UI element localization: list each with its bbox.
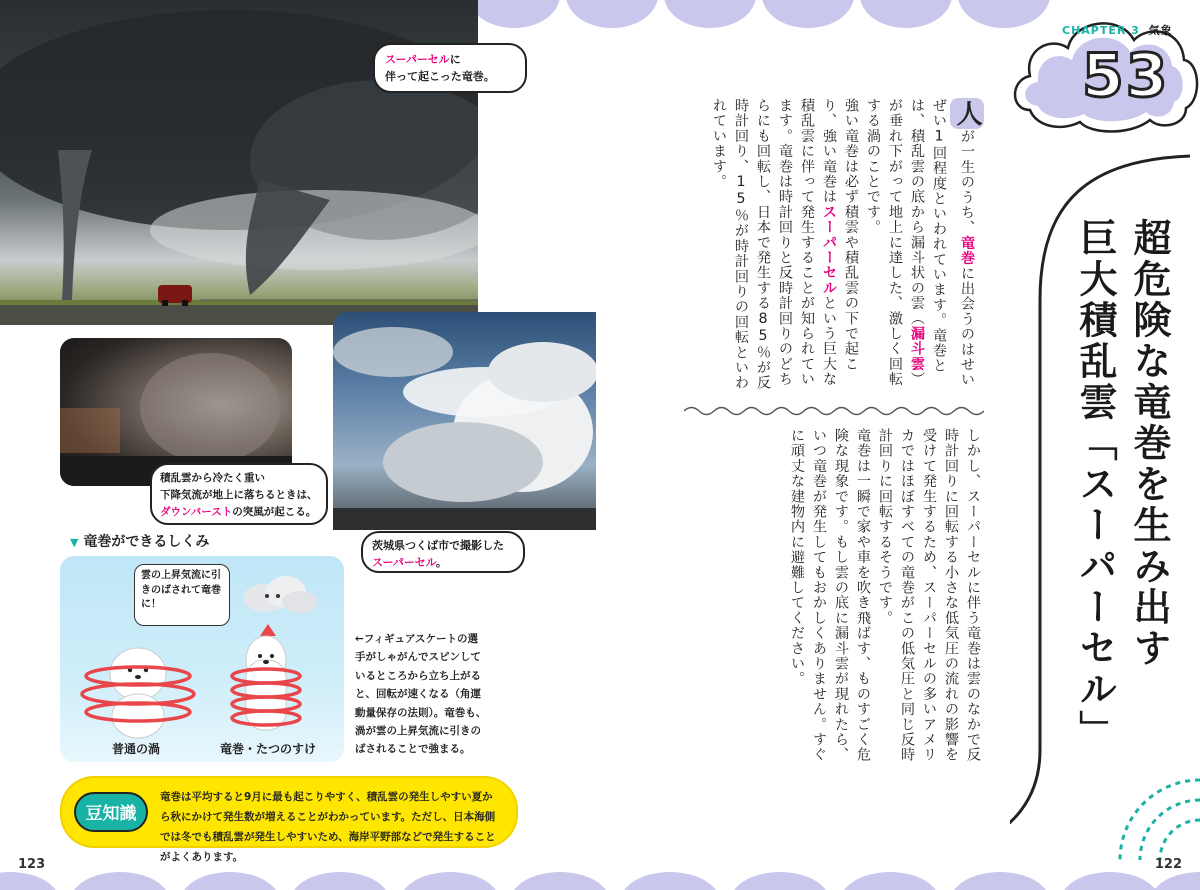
chapter-label bbox=[1062, 22, 1173, 38]
chapter-subject: 気象 bbox=[1148, 24, 1173, 37]
body-p1-term2: 漏斗雲 bbox=[909, 326, 925, 372]
diagram-note-text: ←フィギュアスケートの選手がしゃがんでスピンしているところから立ち上がると、回転が速くなる（角運動量保存の法則）。竜巻も、渦が雲の上昇気流に引きのばされることで強まる。 bbox=[355, 633, 487, 756]
diagram-heading-text: 竜巻ができるしくみ bbox=[83, 534, 210, 550]
chapter-label-text: CHAPTER 3 bbox=[1062, 24, 1140, 37]
body-p2-term: スーパーセル bbox=[821, 204, 837, 296]
cloud-icon bbox=[243, 576, 318, 613]
seal-left-icon bbox=[110, 648, 166, 738]
body-p1-a: が一生のうち、 bbox=[959, 129, 975, 236]
tornado-callout-text-a: に bbox=[449, 53, 461, 66]
supercell-photo bbox=[333, 312, 596, 530]
page-title-line2: 巨大積乱雲「スーパーセル」 bbox=[1073, 218, 1117, 751]
supercell-callout bbox=[361, 531, 525, 573]
teal-arcs-decoration bbox=[1110, 770, 1200, 890]
diagram-heading bbox=[70, 531, 209, 551]
supercell-callout-text-a: 茨城県つくば市で撮影した bbox=[372, 539, 504, 552]
body-p1-c: ）が垂れ下がって地上に達した、激しく回転する渦のことです。 bbox=[865, 98, 925, 387]
downburst-callout-term: ダウンバースト bbox=[160, 505, 233, 518]
downburst-callout-text-c: の突風が起こる。 bbox=[232, 505, 317, 518]
trivia-label-text: 豆知識 bbox=[85, 804, 137, 824]
downburst-callout bbox=[150, 463, 328, 525]
body-p3: しかし、スーパーセルに伴う竜巻は雲のなかで反時計回りに回転する小さな低気圧の流れの影響を受けて発生するため、スーパーセルの多いアメリカではほぼすべての竜巻がこの低気圧と同じ反時計回りに回転するそうです。 bbox=[877, 428, 981, 763]
downburst-callout-text-a: 積乱雲から冷たく重い bbox=[160, 472, 265, 484]
trivia-label bbox=[74, 792, 148, 832]
page-number-left: 123 bbox=[18, 857, 46, 872]
body-paragraphs-top bbox=[684, 98, 984, 400]
diagram-note bbox=[355, 630, 487, 759]
page-title bbox=[1068, 218, 1176, 778]
speech-bubble bbox=[134, 564, 230, 626]
supercell-callout-text-b: 。 bbox=[435, 556, 447, 570]
supercell-callout-term: スーパーセル bbox=[372, 556, 436, 570]
body-p1-term: 竜巻 bbox=[959, 235, 975, 266]
heading-triangle-icon: ▼ bbox=[70, 536, 79, 549]
tornado-callout bbox=[373, 43, 527, 93]
drop-cap: 人 bbox=[952, 100, 982, 127]
tornado-callout-term: スーパーセル bbox=[385, 53, 450, 66]
body-paragraphs-bottom bbox=[684, 428, 984, 768]
tornado-diagram bbox=[60, 556, 344, 762]
page-number-right: 122 bbox=[1154, 857, 1182, 872]
body-p1-b: に出会うのはせいぜい1回程度といわれています。竜巻とは、積乱雲の底から漏斗状の雲（ bbox=[909, 98, 975, 388]
speech-bubble-text: 雲の上昇気流に引きのばされて竜巻に！ bbox=[141, 570, 221, 610]
body-p2-b: という巨大な積乱雲に伴って発生することが知られています。竜巻は時計回りと反時計回りのどちらにも回転し、日本で発生する85％が反時計回り、15％が時計回りの回転といわれています。 bbox=[711, 98, 837, 391]
label-tornado: 竜巻・たつのすけ bbox=[220, 742, 317, 756]
downburst-callout-text-b: 下降気流が地上に落ちるときは、 bbox=[160, 488, 318, 501]
label-normal-vortex: 普通の渦 bbox=[112, 742, 161, 756]
chapter-number: 53 bbox=[1082, 41, 1170, 111]
body-p2-a: 強い竜巻は必ず積雲や積乱雲の下で起こり、強い竜巻は bbox=[821, 98, 859, 372]
wavy-divider bbox=[684, 404, 984, 418]
chapter-cloud bbox=[1010, 0, 1200, 150]
tornado-callout-text-b: 伴って起こった竜巻。 bbox=[385, 70, 495, 84]
body-p4: 竜巻は一瞬で家や車を吹き飛ばす、ものすごく危険な現象です。もし雲の底に漏斗雲が現れたら、いつ竜巻が発生してもおかしくありません。すぐに頑丈な建物内に避難してください。 bbox=[789, 428, 871, 763]
page-title-line1: 超危険な竜巻を生み出す bbox=[1127, 218, 1171, 669]
trivia-text: 竜巻は平均すると9月に最も起こりやすく、積乱雲の発生しやすい夏から秋にかけて発生数が増えることがわかっています。ただし、日本海側では冬でも積乱雲が発生しやすいため、海岸平野部などで発生することがよくあります。 bbox=[160, 791, 496, 863]
